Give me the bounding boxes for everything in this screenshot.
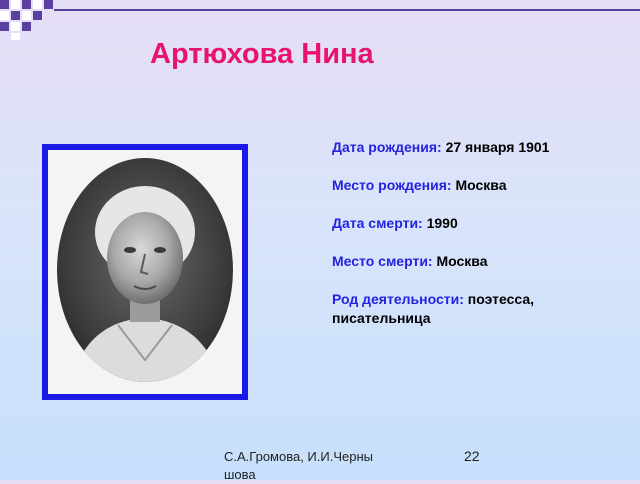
fact-value: Москва	[436, 253, 488, 269]
fact-label: Дата рождения:	[332, 139, 442, 155]
portrait-frame	[42, 144, 248, 400]
portrait-photo	[48, 150, 242, 394]
fact-occupation	[332, 290, 622, 328]
footer-authors: С.А.Громова, И.И.Черны шова	[224, 449, 373, 482]
slide-title: Артюхова Нина	[150, 38, 374, 70]
fact-birth-place	[332, 176, 622, 195]
fact-label: Род деятельности:	[332, 291, 464, 307]
fact-value: 1990	[426, 215, 458, 231]
fact-value: 27 января 1901	[445, 139, 550, 155]
fact-label: Место рождения:	[332, 177, 452, 193]
corner-squares-decoration	[0, 0, 60, 40]
fact-value: Москва	[455, 177, 507, 193]
fact-label: Место смерти:	[332, 253, 433, 269]
fact-value: поэтесса, писательница	[332, 291, 534, 326]
fact-birth-date	[332, 138, 622, 157]
top-divider-line	[54, 9, 640, 11]
fact-death-date	[332, 214, 622, 233]
page-number: 22	[464, 448, 480, 464]
biography-facts	[332, 138, 622, 347]
fact-label: Дата смерти:	[332, 215, 423, 231]
fact-death-place	[332, 252, 622, 271]
